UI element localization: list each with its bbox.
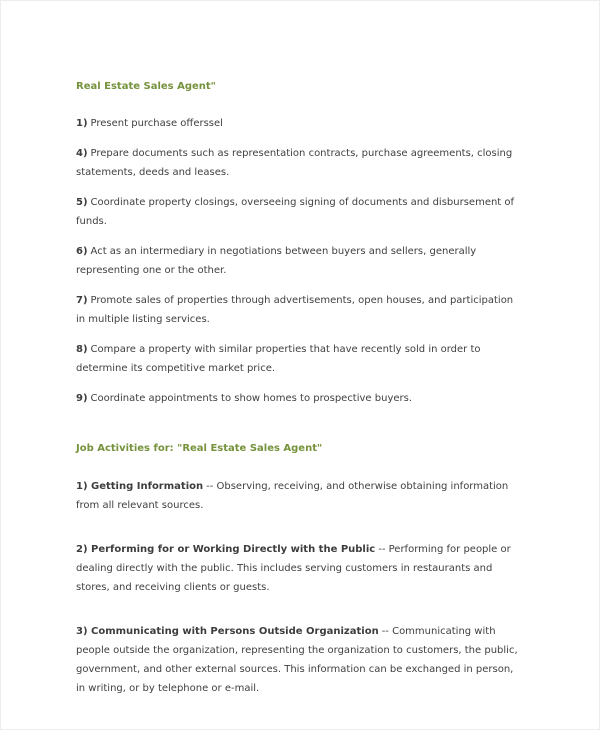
list-item	[76, 193, 525, 231]
section-title-job-activities: Job Activities for: "Real Estate Sales Agent"	[76, 443, 323, 454]
job-activities-list	[76, 477, 525, 698]
item-text: Act as an intermediary in negotiations between buyers and sellers, generally representing one or the other.	[76, 246, 477, 276]
list-item	[76, 540, 525, 597]
list-item	[76, 340, 525, 378]
list-item	[76, 291, 525, 329]
item-text: Promote sales of properties through advertisements, open houses, and participation in multiple listing services.	[76, 295, 514, 325]
item-number: 4)	[76, 148, 88, 159]
list-item	[76, 114, 525, 133]
item-bold-label: 1) Getting Information	[76, 481, 204, 492]
list-item	[76, 144, 525, 182]
item-text: -- Communicating with people outside the organization, representing the organization to customers, the public, government, and other external sources. This information can be exchanged in person, in writing, or by telephone or e-mail.	[76, 626, 518, 694]
item-text: Coordinate property closings, overseeing signing of documents and disbursement of funds.	[76, 197, 515, 227]
item-number: 6)	[76, 246, 88, 257]
item-text: Compare a property with similar properties that have recently sold in order to determine its competitive market price.	[76, 344, 481, 374]
item-number: 7)	[76, 295, 88, 306]
list-item	[76, 389, 525, 408]
item-number: 9)	[76, 393, 88, 404]
item-text: -- Performing for people or dealing directly with the public. This includes serving customers in restaurants and stores, and receiving clients or guests.	[76, 544, 511, 593]
list-item	[76, 622, 525, 698]
list-item	[76, 242, 525, 280]
item-number: 8)	[76, 344, 88, 355]
item-text: Coordinate appointments to show homes to prospective buyers.	[90, 393, 413, 404]
item-text: Present purchase offerssel	[90, 118, 223, 129]
item-bold-label: 3) Communicating with Persons Outside Organization	[76, 626, 379, 637]
section-title-duties: Real Estate Sales Agent"	[76, 81, 216, 92]
item-text: -- Observing, receiving, and otherwise obtaining information from all relevant sources.	[76, 481, 509, 511]
item-bold-label: 2) Performing for or Working Directly with the Public	[76, 544, 376, 555]
list-item	[76, 477, 525, 515]
item-number: 1)	[76, 118, 88, 129]
duties-list	[76, 114, 525, 408]
item-text: Prepare documents such as representation contracts, purchase agreements, closing statements, deeds and leases.	[76, 148, 513, 178]
item-number: 5)	[76, 197, 88, 208]
